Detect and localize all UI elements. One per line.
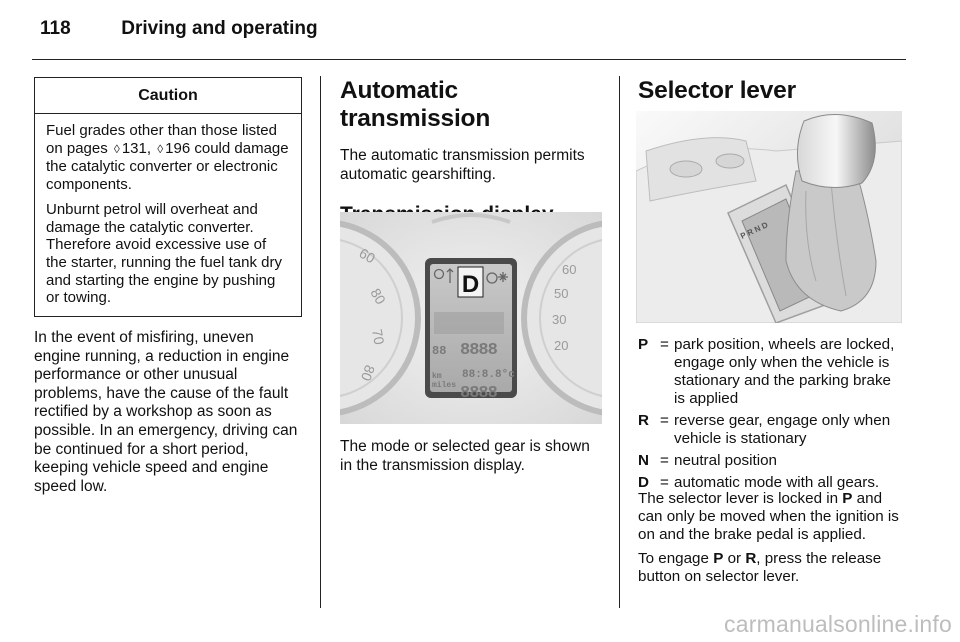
svg-text:P R N D: P R N D bbox=[739, 220, 770, 241]
svg-text:88: 88 bbox=[432, 344, 447, 358]
caution-box bbox=[34, 77, 302, 317]
selector-lever-heading: Selector lever bbox=[638, 77, 796, 104]
display-caption: The mode or selected gear is shown in the transmission display. bbox=[340, 438, 590, 474]
column-divider-2 bbox=[619, 76, 620, 608]
page-ref-131[interactable]: 131, bbox=[121, 139, 152, 157]
gear-position-row: D = automatic mode with all gears. bbox=[638, 474, 880, 491]
column-divider-1 bbox=[320, 76, 321, 608]
gear-position-row: R = reverse gear, engage only when vehicle is stationary bbox=[638, 412, 891, 447]
svg-text:miles: miles bbox=[432, 381, 457, 390]
page-ref-icon: ◊ bbox=[157, 141, 164, 156]
gear-indicator: D bbox=[461, 271, 480, 298]
right-column bbox=[638, 77, 902, 105]
page-ref-icon: ◊ bbox=[113, 141, 120, 156]
gear-position-row: N = neutral position bbox=[638, 452, 778, 469]
transmission-display-illustration bbox=[340, 212, 602, 424]
left-column bbox=[34, 77, 302, 496]
svg-text:50: 50 bbox=[554, 286, 569, 301]
svg-text:km: km bbox=[432, 372, 442, 381]
page-ref-196[interactable]: 196 bbox=[165, 139, 191, 157]
caution-paragraph-1: Fuel grades other than those listed on pages ◊ 131, ◊ 196 could damage the catalytic converter or electronic components. bbox=[46, 122, 289, 194]
svg-text:60: 60 bbox=[562, 262, 577, 277]
svg-text:8888: 8888 bbox=[460, 341, 497, 360]
svg-text:8888: 8888 bbox=[460, 384, 497, 403]
watermark: carmanualsonline.info bbox=[724, 611, 952, 637]
page-header bbox=[40, 18, 318, 40]
middle-column bbox=[340, 77, 606, 227]
header-rule bbox=[32, 59, 906, 60]
caution-body bbox=[35, 114, 301, 316]
svg-text:80: 80 bbox=[367, 285, 390, 307]
svg-text:70: 70 bbox=[369, 327, 388, 346]
svg-text:60: 60 bbox=[356, 244, 378, 267]
caution-paragraph-2: Unburnt petrol will overheat and damage the catalytic converter. Therefore avoid excessive use of the starter, running the fuel tank dry and starting the engine by pushing or towing. bbox=[46, 200, 282, 307]
section-title: Driving and operating bbox=[121, 18, 318, 39]
svg-text:80: 80 bbox=[357, 362, 379, 384]
svg-text:30: 30 bbox=[552, 312, 567, 327]
gear-position-row: P = park position, wheels are locked, engage only when the vehicle is stationary and the parking brake is applied bbox=[638, 336, 895, 407]
automatic-transmission-intro: The automatic transmission permits automatic gearshifting. bbox=[340, 147, 585, 183]
misfiring-paragraph: In the event of misfiring, uneven engine running, a reduction in engine performance or other unusual problems, have the cause of the fault rectified by a workshop as soon as possible. In an emergency, driving can be continued for a short period, keeping vehicle speed and engine speed low. bbox=[34, 329, 298, 495]
gear-position-list bbox=[638, 336, 904, 496]
selector-lever-illustration bbox=[636, 111, 902, 323]
caution-title: Caution bbox=[35, 78, 301, 114]
svg-text:20: 20 bbox=[554, 338, 569, 353]
selector-lock-paragraph: The selector lever is locked in P and can only be moved when the ignition is on and the brake pedal is applied. bbox=[638, 490, 899, 543]
automatic-transmission-heading: Automatic transmission bbox=[340, 77, 491, 132]
svg-text:88:8.8°c: 88:8.8°c bbox=[462, 369, 515, 381]
page-number: 118 bbox=[40, 18, 71, 39]
selector-engage-paragraph: To engage P or R, press the release button on selector lever. bbox=[638, 550, 882, 585]
